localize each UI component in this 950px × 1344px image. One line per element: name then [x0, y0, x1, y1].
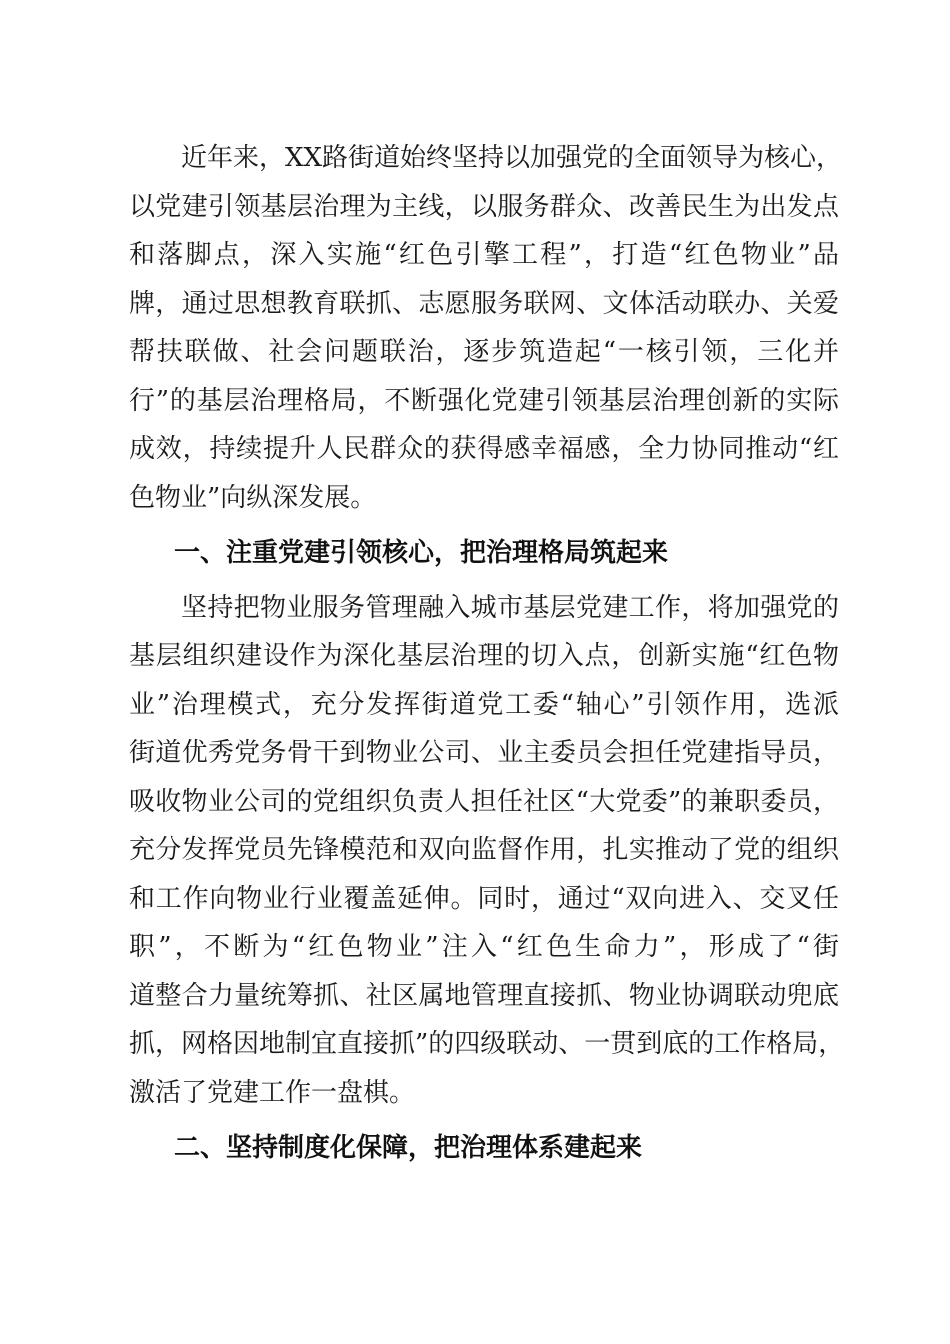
- text-line: 基层组织建设作为深化基层治理的切入点，创新实施“红色物: [129, 641, 839, 671]
- section1-paragraph: [129, 584, 845, 1118]
- text-line: 道整合力量统筹抓、社区属地管理直接抓、物业协调联动兜底: [129, 980, 839, 1011]
- text-line: 以党建引领基层治理为主线，以服务群众、改善民生为出发点: [129, 191, 839, 222]
- text-line: 坚持把物业服务管理融入城市基层党建工作，将加强党的: [181, 592, 839, 623]
- text-line: 成效，持续提升人民群众的获得感幸福感，全力协同推动“红: [129, 434, 839, 464]
- text-line: 激活了党建工作一盘棋。: [129, 1077, 416, 1108]
- section-heading-1: 一、注重党建引领核心，把治理格局筑起来: [174, 538, 669, 568]
- text-line: 业”治理模式，充分发挥街道党工委“轴心”引领作用，选派: [129, 689, 839, 720]
- text-line: 行”的基层治理格局，不断强化党建引领基层治理创新的实际: [129, 385, 839, 416]
- text-line: 近年来，XX路街道始终坚持以加强党的全面领导为核心，: [181, 143, 843, 173]
- text-line: 街道优秀党务骨干到物业公司、业主委员会担任党建指导员，: [129, 738, 839, 768]
- section-heading-2: 二、坚持制度化保障，把治理体系建起来: [174, 1133, 643, 1163]
- text-line: 抓，网格因地制宜直接抓”的四级联动、一贯到底的工作格局，: [129, 1029, 845, 1059]
- document-body: [129, 134, 845, 1179]
- text-line: 色物业”向纵深发展。: [129, 482, 377, 513]
- text-line: 帮扶联做、社会问题联治，逐步筑造起“一核引领，三化并: [129, 337, 839, 367]
- text-line: 牌，通过思想教育联抓、志愿服务联网、文体活动联办、关爱: [129, 288, 839, 319]
- text-line: 职”，不断为“红色物业”注入“红色生命力”，形成了“街: [129, 932, 839, 962]
- text-line: 和落脚点，深入实施“红色引擎工程”，打造“红色物业”品: [129, 240, 839, 270]
- text-line: 吸收物业公司的党组织负责人担任社区“大党委”的兼职委员，: [129, 786, 839, 817]
- text-line: 和工作向物业行业覆盖延伸。同时，通过“双向进入、交叉任: [129, 883, 839, 914]
- intro-paragraph: [129, 134, 843, 522]
- text-line: 充分发挥党员先锋模范和双向监督作用，扎实推动了党的组织: [129, 835, 839, 865]
